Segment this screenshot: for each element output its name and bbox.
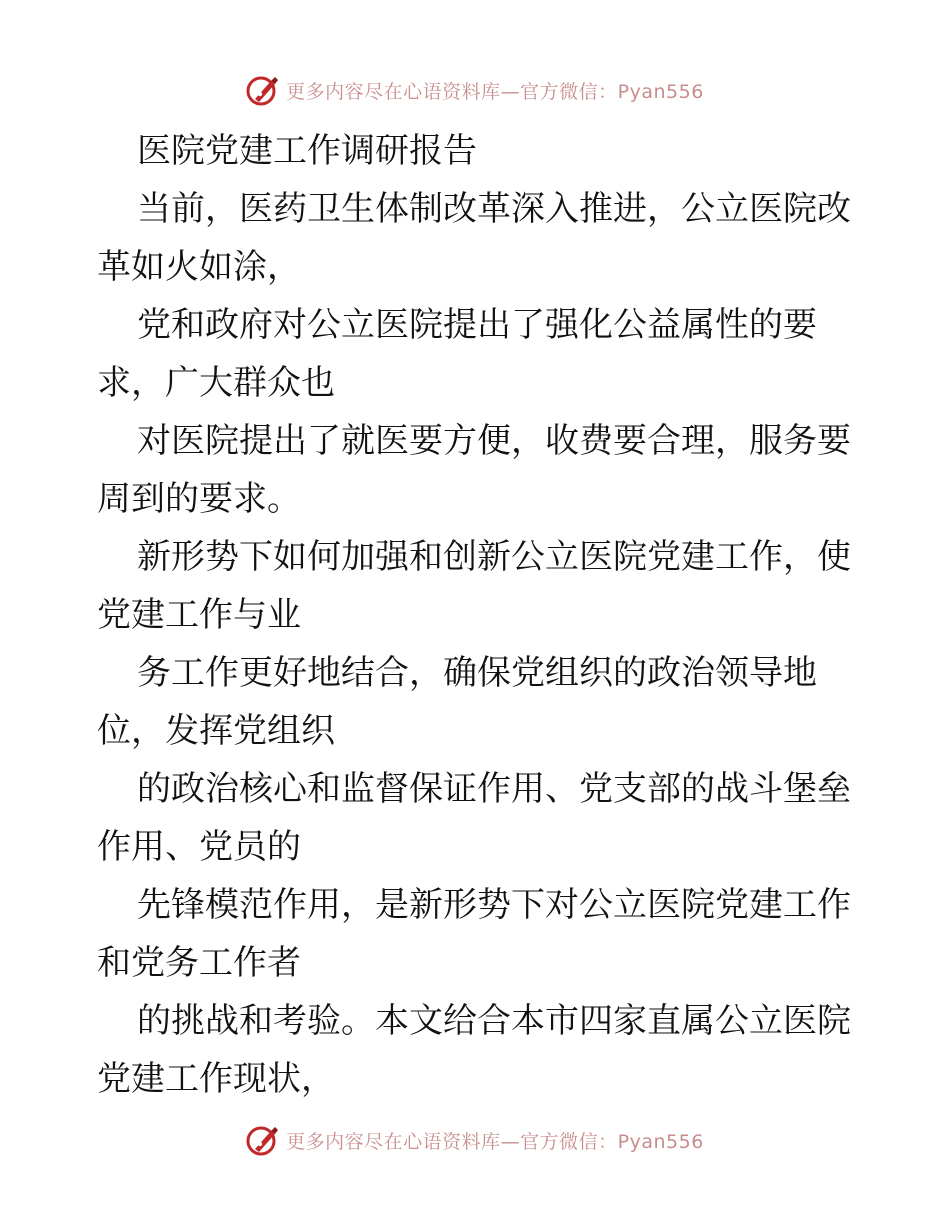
paragraph: 先锋模范作用，是新形势下对公立医院党建工作和党务工作者 (97, 885, 851, 983)
paragraph: 新形势下如何加强和创新公立医院党建工作，使党建工作与业 (97, 537, 851, 635)
pen-logo-icon (246, 73, 280, 107)
pen-logo-icon (246, 1123, 280, 1157)
document-title: 医院党建工作调研报告 (137, 131, 477, 171)
watermark-text: 更多内容尽在心语资料库—官方微信：Pyan556 (286, 80, 704, 103)
paragraph: 务工作更好地结合，确保党组织的政治领导地位，发挥党组织 (97, 653, 817, 751)
paragraph: 党和政府对公立医院提出了强化公益属性的要求，广大群众也 (97, 305, 817, 403)
document-body (97, 122, 857, 1108)
footer-watermark-banner (0, 1120, 950, 1160)
paragraph: 当前，医药卫生体制改革深入推进，公立医院改革如火如涂， (97, 189, 851, 287)
paragraph: 对医院提出了就医要方便，收费要合理，服务要周到的要求。 (97, 421, 851, 519)
paragraph: 的政治核心和监督保证作用、党支部的战斗堡垒作用、党员的 (97, 769, 851, 867)
header-watermark-banner (0, 70, 950, 110)
paragraph: 的挑战和考验。本文给合本市四家直属公立医院党建工作现状， (97, 1001, 851, 1099)
watermark-text: 更多内容尽在心语资料库—官方微信：Pyan556 (286, 1130, 704, 1153)
